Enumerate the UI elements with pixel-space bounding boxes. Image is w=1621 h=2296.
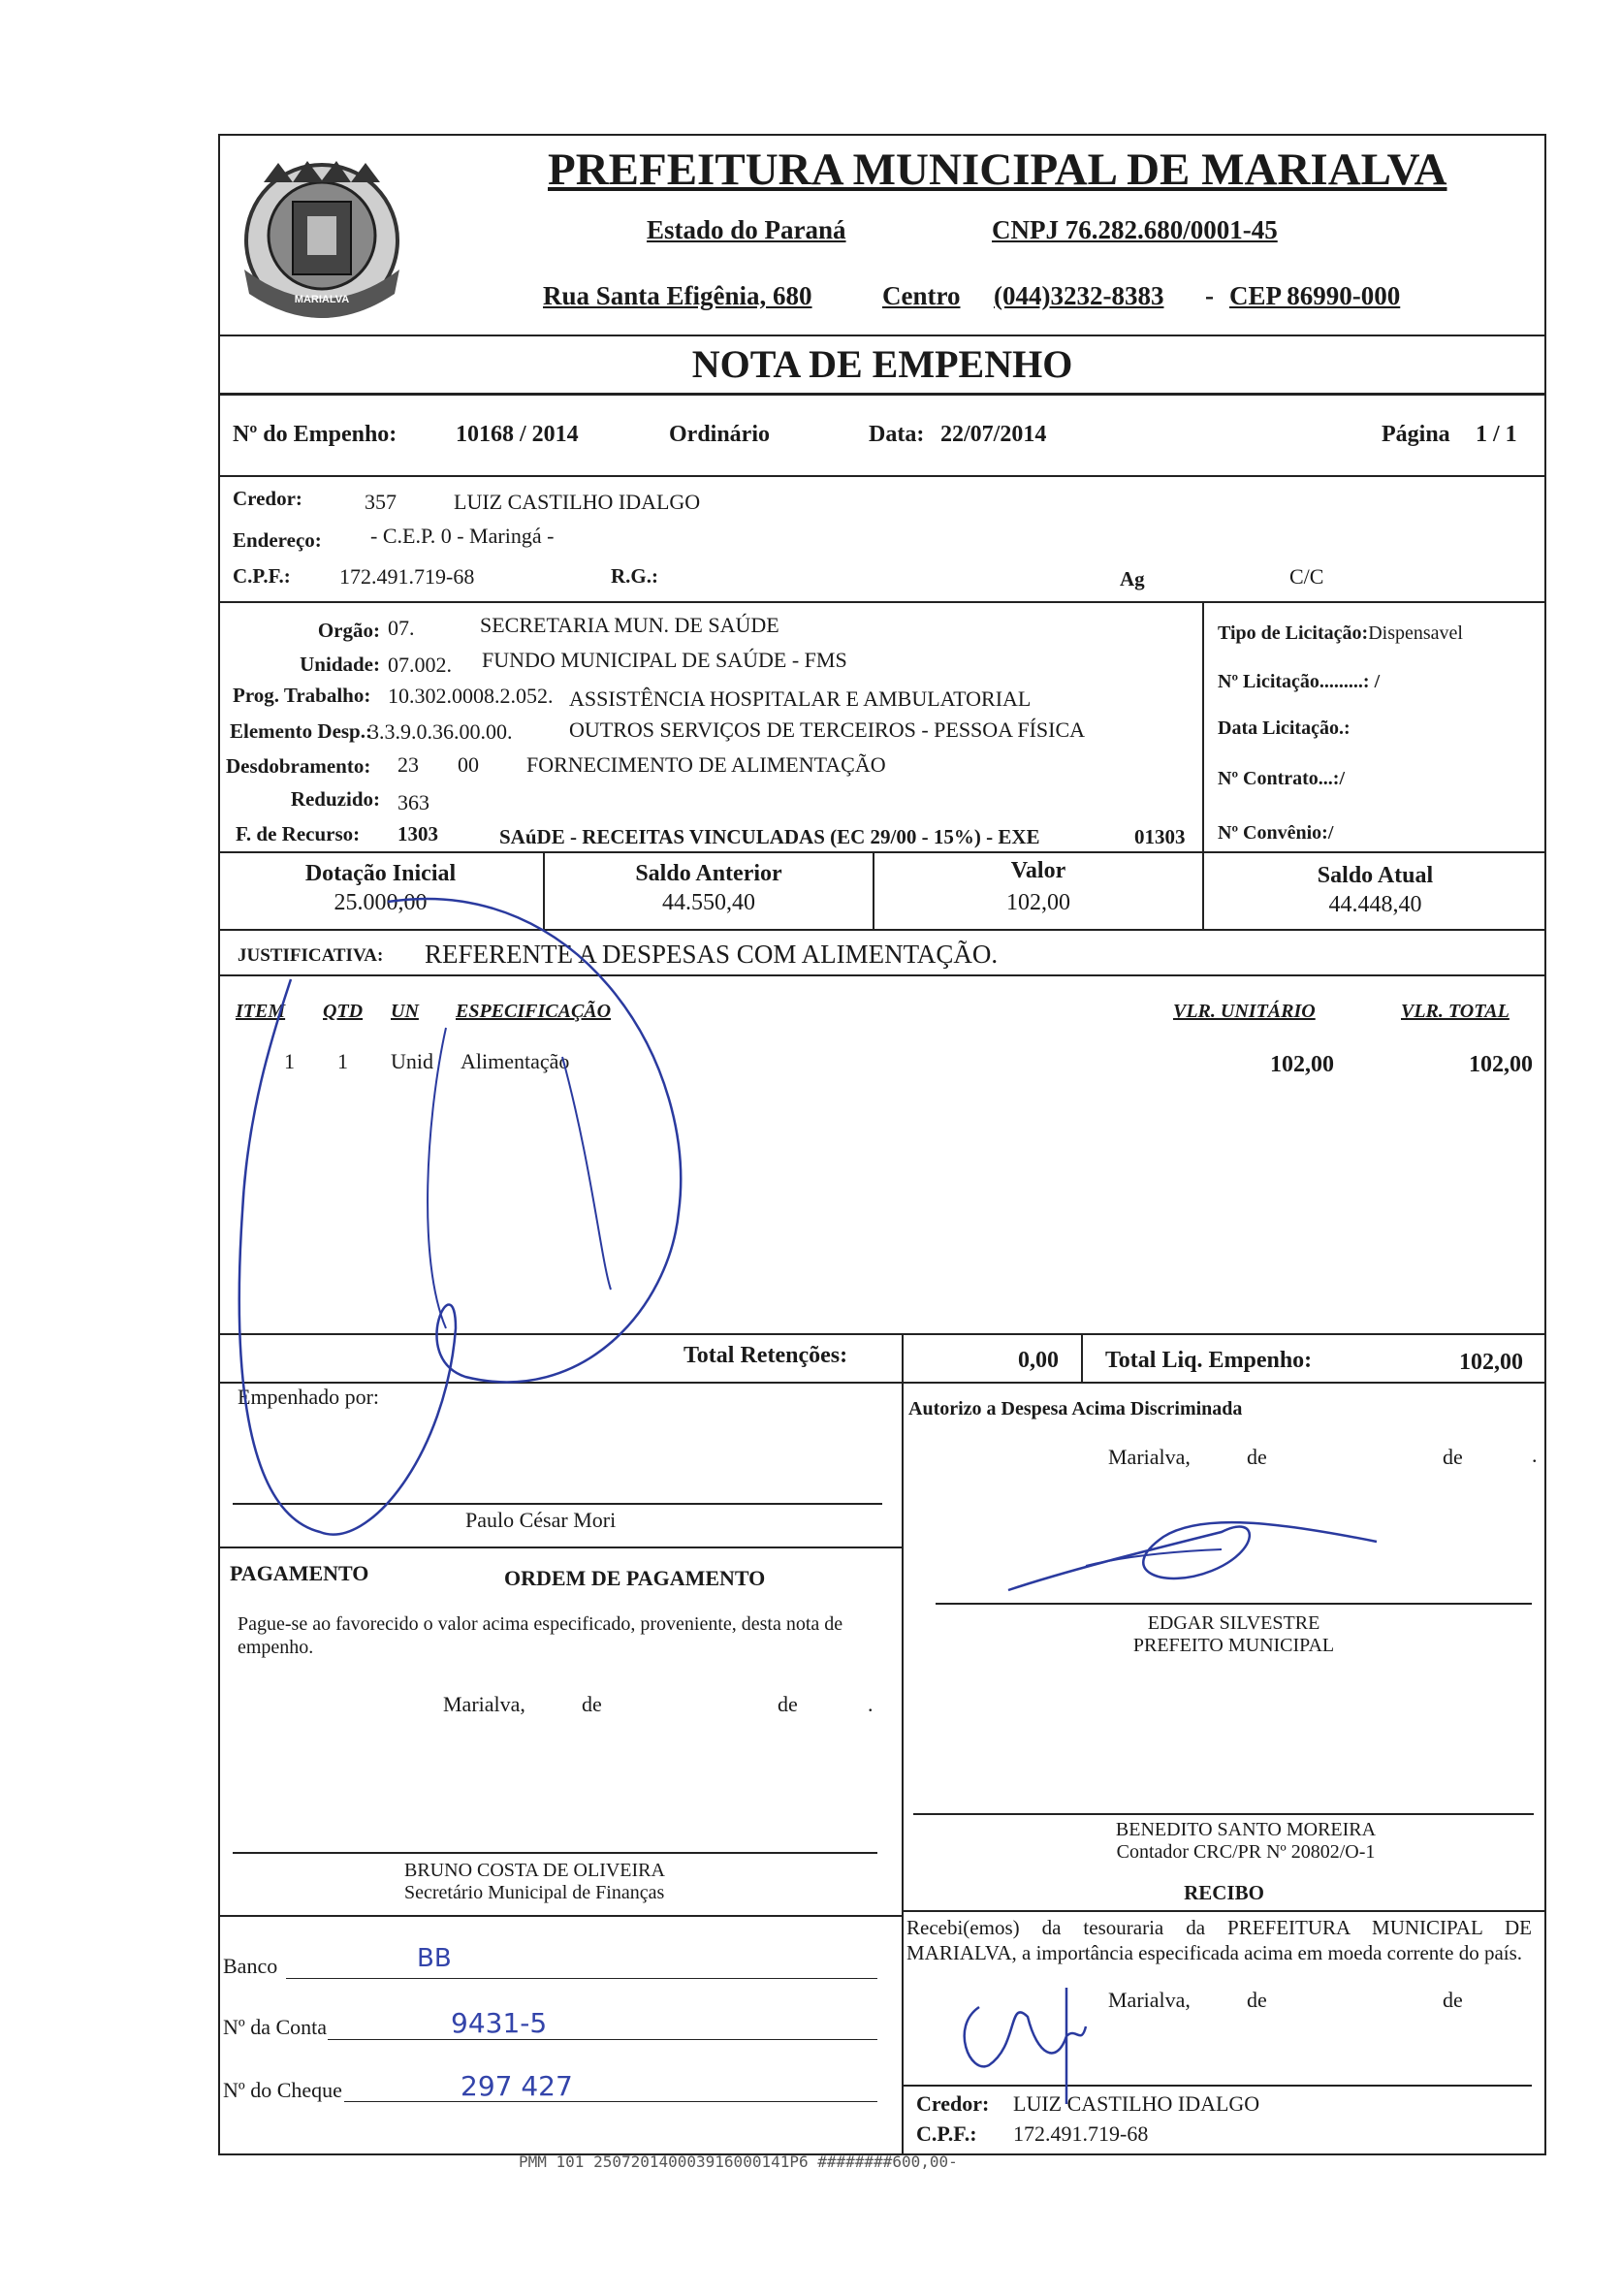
saldo-atual-label: Saldo Atual — [1317, 863, 1434, 888]
ordem-label: ORDEM DE PAGAMENTO — [504, 1566, 766, 1590]
saldo-anterior-label: Saldo Anterior — [635, 861, 782, 886]
licitacao-tipo: Dispensavel — [1368, 622, 1463, 644]
desdobramento-label: Desdobramento: — [226, 754, 371, 778]
elemento-code: 3.3.9.0.36.00.00. — [368, 719, 513, 744]
col-qtd: QTD — [323, 1001, 364, 1022]
conta-label: Nº da Conta — [223, 2015, 328, 2039]
cpf-label: C.P.F.: — [233, 564, 291, 588]
col-vlr-unitario: VLR. UNITÁRIO — [1173, 1001, 1316, 1022]
rg-label: R.G.: — [611, 564, 658, 588]
footer-barcode-text: PMM 101 250720140003916000141P6 ########600,00- — [519, 2152, 958, 2171]
empenho-label: Nº do Empenho: — [233, 422, 397, 447]
unidade-label: Unidade: — [300, 653, 380, 676]
col-especificacao: ESPECIFICAÇÃO — [456, 1001, 612, 1022]
recibo-credor-label: Credor: — [916, 2091, 990, 2116]
address-label: Rua Santa Efigênia, 680 — [543, 281, 812, 310]
prog-code: 10.302.0008.2.052. — [388, 684, 554, 708]
empenho-number: 10168 / 2014 — [456, 422, 579, 447]
liquido-label: Total Liq. Empenho: — [1105, 1348, 1313, 1373]
district-label: Centro — [882, 281, 961, 310]
ordem-de-1: de — [582, 1692, 602, 1716]
prog-name: ASSISTÊNCIA HOSPITALAR E AMBULATORIAL — [569, 686, 1032, 711]
autorizo-de-1: de — [1247, 1445, 1267, 1469]
recibo-city: Marialva, — [1108, 1988, 1191, 2012]
convenio-number: Nº Convênio:/ — [1218, 822, 1334, 844]
credor-address: - C.E.P. 0 - Maringá - — [370, 524, 555, 548]
item-qtd: 1 — [337, 1049, 348, 1073]
licitacao-data: Data Licitação.: — [1218, 718, 1351, 739]
recurso-name: SAúDE - RECEITAS VINCULADAS (EC 29/00 - 15%) - EXE — [499, 825, 1040, 848]
justificativa-label: JUSTIFICATIVA: — [238, 945, 384, 966]
liquido-value: 102,00 — [1459, 1350, 1523, 1375]
unidade-code: 07.002. — [388, 653, 452, 677]
dotacao-inicial-label: Dotação Inicial — [304, 861, 457, 886]
header-dash: - — [1205, 281, 1214, 310]
empenho-date: 22/07/2014 — [940, 422, 1047, 447]
date-label: Data: — [869, 422, 925, 447]
autorizo-de-2: de — [1443, 1445, 1463, 1469]
pagamento-label: PAGAMENTO — [230, 1561, 369, 1585]
cheque-label: Nº do Cheque — [223, 2078, 342, 2102]
contador-role: Contador CRC/PR Nº 20802/O-1 — [1116, 1841, 1376, 1863]
conta-value: 9431-5 — [451, 2007, 548, 2039]
item-number: 1 — [284, 1049, 295, 1073]
recurso-code2: 01303 — [1134, 825, 1186, 848]
saldo-atual-value: 44.448,40 — [1328, 892, 1422, 917]
justificativa-text: REFERENTE A DESPESAS COM ALIMENTAÇÃO. — [425, 940, 999, 969]
unidade-name: FUNDO MUNICIPAL DE SAÚDE - FMS — [482, 648, 847, 672]
ordem-de-2: de — [778, 1692, 798, 1716]
item-un: Unid — [391, 1049, 433, 1073]
recibo-cpf-label: C.P.F.: — [916, 2121, 977, 2146]
recibo-label: RECIBO — [1184, 1881, 1264, 1904]
credor-name: LUIZ CASTILHO IDALGO — [454, 490, 701, 514]
cnpj-label: CNPJ 76.282.680/0001-45 — [992, 215, 1278, 244]
col-vlr-total: VLR. TOTAL — [1401, 1001, 1510, 1022]
orgao-code: 07. — [388, 616, 415, 640]
autorizo-label: Autorizo a Despesa Acima Discriminada — [908, 1398, 1243, 1419]
recurso-label: F. de Recurso: — [236, 822, 361, 845]
dotacao-inicial-value: 25.000,00 — [334, 890, 428, 915]
desdobramento-code: 23 — [397, 752, 419, 777]
valor-label: Valor — [1010, 858, 1066, 883]
ordem-text: Pague-se ao favorecido o valor acima especificado, proveniente, desta nota de empenho. — [238, 1613, 843, 1658]
valor-value: 102,00 — [1006, 890, 1070, 915]
col-item: ITEM — [236, 1001, 286, 1022]
prefeito-role: PREFEITO MUNICIPAL — [1132, 1635, 1335, 1656]
contador-name: BENEDITO SANTO MOREIRA — [1115, 1819, 1377, 1840]
recibo-de-1: de — [1247, 1988, 1267, 2012]
licitacao-tipo-label-text: Tipo de Licitação: — [1218, 622, 1369, 644]
state-label: Estado do Paraná — [647, 215, 846, 244]
document-title: NOTA DE EMPENHO — [691, 342, 1073, 386]
orgao-label: Orgão: — [317, 619, 380, 642]
prog-label: Prog. Trabalho: — [233, 684, 371, 707]
recibo-text: Recebi(emos) da tesouraria da PREFEITURA MUNICIPAL DE MARIALVA, a importância especificada acima em moeda corrente do país. — [906, 1916, 1532, 1964]
item-total-value: 102,00 — [1469, 1052, 1533, 1077]
cep-label: CEP 86990-000 — [1229, 281, 1401, 310]
retencoes-value: 0,00 — [1018, 1348, 1059, 1373]
contrato-number: Nº Contrato...:/ — [1218, 768, 1346, 789]
ordem-period: . — [868, 1692, 874, 1716]
autorizo-city: Marialva, — [1108, 1445, 1191, 1469]
recibo-credor-name: LUIZ CASTILHO IDALGO — [1013, 2091, 1260, 2116]
phone-label: (044)3232-8383 — [994, 281, 1164, 310]
empenho-type: Ordinário — [669, 422, 771, 447]
ag-label: Ag — [1120, 567, 1145, 590]
secretario-name: BRUNO COSTA DE OLIVEIRA — [404, 1860, 665, 1881]
secretario-role: Secretário Municipal de Finanças — [404, 1882, 665, 1903]
cc-label: C/C — [1289, 564, 1324, 589]
page-title: PREFEITURA MUNICIPAL DE MARIALVA — [548, 144, 1447, 195]
banco-label: Banco — [223, 1954, 278, 1978]
desdobramento-name: FORNECIMENTO DE ALIMENTAÇÃO — [526, 752, 886, 777]
recibo-cpf: 172.491.719-68 — [1013, 2121, 1149, 2146]
autorizo-period: . — [1532, 1443, 1538, 1467]
page-number: 1 / 1 — [1476, 422, 1517, 447]
ordem-city: Marialva, — [443, 1692, 525, 1716]
licitacao-numero: Nº Licitação.........: / — [1218, 671, 1381, 692]
address-field-label: Endereço: — [233, 528, 322, 552]
reduzido-label: Reduzido: — [290, 787, 380, 811]
cheque-value: 297 427 — [461, 2070, 573, 2102]
credor-code: 357 — [365, 490, 397, 514]
item-spec: Alimentação — [461, 1049, 570, 1073]
licitacao-tipo-label — [1218, 622, 1463, 645]
prefeito-name: EDGAR SILVESTRE — [1147, 1612, 1320, 1634]
seal-text: MARIALVA — [294, 294, 350, 305]
recurso-code: 1303 — [397, 822, 438, 845]
elemento-label: Elemento Desp.: — [230, 719, 372, 743]
credor-cpf: 172.491.719-68 — [339, 564, 475, 589]
empenhado-label: Empenhado por: — [238, 1385, 380, 1409]
col-un: UN — [391, 1001, 419, 1022]
reduzido-value: 363 — [397, 790, 429, 814]
page-label: Página — [1382, 422, 1450, 447]
banco-value: BB — [417, 1944, 452, 1973]
credor-label: Credor: — [233, 487, 302, 510]
empenhado-name: Paulo César Mori — [465, 1508, 617, 1532]
desdobramento-sub: 00 — [458, 752, 479, 777]
municipal-seal — [225, 144, 419, 337]
elemento-name: OUTROS SERVIÇOS DE TERCEIROS - PESSOA FÍSICA — [569, 718, 1086, 742]
recibo-de-2: de — [1443, 1988, 1463, 2012]
retencoes-label: Total Retenções: — [683, 1343, 848, 1368]
saldo-anterior-value: 44.550,40 — [662, 890, 755, 915]
orgao-name: SECRETARIA MUN. DE SAÚDE — [480, 613, 779, 637]
item-unit-value: 102,00 — [1270, 1052, 1334, 1077]
